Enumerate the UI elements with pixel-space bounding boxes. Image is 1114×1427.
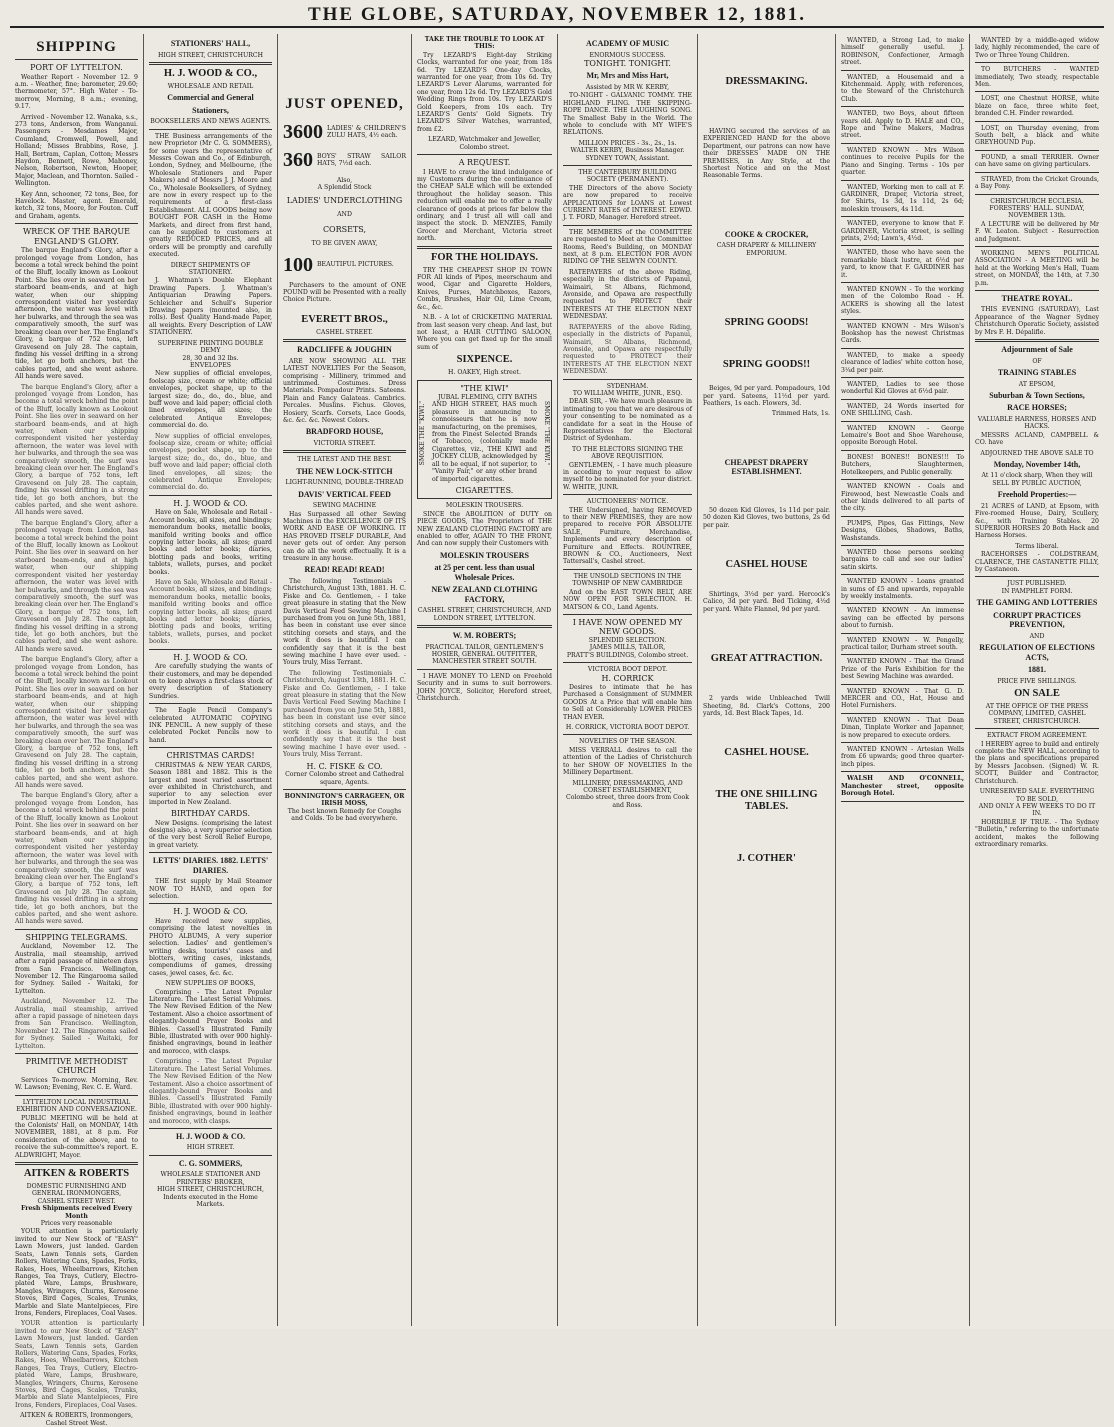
radcliffe-body: ARE NOW SHOWING ALL THE LATEST NOVELTIES For the Season, comprising - Millinery, trimmed and untrimmed. Costumes. Dress Materials. Pompadour Prints. Sateens. Plain and Fancy Galateas. Cambrics. Percales. Muslins. Fichus. Gloves, Hosiery, Scarfs. Corsets, Lace Goods, &c. &c. &c. Newest Colors. [283, 357, 406, 424]
moleskin-heading-2: MOLESKIN TROUSERS [440, 550, 529, 560]
corsets-text: CORSETS, [322, 224, 367, 234]
shipping-heading: SHIPPING [36, 39, 117, 55]
unsold-body: And on the EAST TOWN BELT, ARE NOW OPEN FOR SELECTION. H. MATSON & CO., Land Agents. [563, 588, 692, 611]
wood-heading-2: H. J. WOOD & CO. [173, 498, 248, 508]
wood-sub-5: HIGH STREET. [186, 1144, 235, 1152]
wood-firm-sub: WHOLESALE AND RETAIL [167, 82, 254, 90]
monday-heading: Monday, November 14th, [993, 459, 1081, 469]
attraction-body: 2 yards wide Unbleached Twill Sheeting, 8d. Clark's Cottons, 200 yards, 1d. Best Black Tapes, 1d. [703, 695, 830, 718]
wood-body-2: Have on Sale, Wholesale and Retail - Account books, all sizes, and bindings; memorandum books, metallic books, manifold writing books and office copying letter books, all sizes; guard books and letter books; diaries, blotting pads and books, writing tablets, wallets, purses, and pocket books. [149, 509, 272, 576]
fiske-address: Corner Colombo street and Cathedral square, Agents. [285, 771, 404, 786]
classified-ad: WANTED, a Housemaid and a Kitchenmaid. Apply, with references, to the Steward of the Christchurch Club. [841, 74, 964, 108]
sailor-hats-line [283, 149, 406, 171]
request-heading: A REQUEST. [458, 158, 511, 168]
lockstitch-sub: LIGHT-RUNNING, DOUBLE-THREAD [285, 479, 404, 487]
sommers-address: HIGH STREET, CHRISTCHURCH, [156, 1186, 265, 1194]
unreserved-text: UNRESERVED SALE. EVERYTHING TO BE SOLD, [979, 788, 1095, 803]
oakey-signature: H. OAKEY, High street. [448, 369, 521, 377]
classified-ad: WANTED KNOWN - Mrs Wilson's Bookshop has the newest Christmas Cards. [841, 323, 964, 349]
spring-heading-2: SPRING GOODS!! [722, 359, 811, 371]
classified-ad: STRAYED, from the Cricket Grounds, a Bay Pony. [975, 176, 1099, 195]
wreck-body-continued: The barque England's Glory, after a prolonged voyage from London, has become a total wreck behind the point of the Bluff, locally known as Lookout Point. She lies over in seaward on her starboard beam-ends, and at high water, when our shipping correspondent visited her yesterday afternoon, the water was level with her bulwarks, and through the sea was comparatively smooth, the surf was breaking clean over her. The England's Glory, a barque of 752 tons, left Gravesend on July 28. The captain, finding his vessel drifting in a strong tide, let go both anchors, but the cables parted, and she went ashore. All hands were saved. [15, 656, 139, 790]
year-heading: 1881. [1028, 665, 1046, 675]
canterbury-heading: THE CANTERBURY BUILDING SOCIETY (PERMANENT). [578, 168, 677, 184]
one-shilling-heading: THE ONE SHILLING TABLES. [715, 789, 818, 813]
only-text: AND ONLY A FEW WEEKS TO DO IT IN. [978, 802, 1096, 818]
aitken-body: YOUR attention is particularly invited to our New Stock of "EASY" Lawn Mowers, just landed. Garden Seats, Lawn Tennis sets, Garden Rollers, Watering Cans, Spades, Forks, Rakes, Hoes, Wheelbarrows, Kitchen Ranges, Tea Trays, Cutlery, Electro-plated Ware, Lamps, Brushware, Mangles, Wringers, Churns, Kerosene Stoves, Bird Cages, Scales, Trunks, Marble and Slate Mantelpieces, Fire Irons, Fenders, Fireplaces, Coal Vases. [15, 1228, 138, 1317]
masthead [0, 0, 1114, 30]
envelopes-heading: ENVELOPES [189, 361, 232, 369]
kerby-signature: WALTER KERBY, Business Manager. SYDNEY TOWN, Assistant. [570, 147, 685, 162]
holidays-heading: FOR THE HOLIDAYS. [430, 251, 539, 263]
classified-ad: WANTED KNOWN - Coals and Firewood, best Newcastle Coals and other kinds delivered to all parts of the city. [841, 483, 964, 517]
splendid-selection: SPLENDID SELECTION. [588, 636, 667, 644]
adjourned-text: ADJOURNED THE ABOVE SALE TO [980, 449, 1094, 457]
nzcf-address: CASHEL STREET, CHRISTCHURCH, AND LONDON STREET, LYTTELTON. [417, 607, 552, 622]
program-body: TO-NIGHT - GALVANIC TOMMY. THE HIGHLAND FLING. THE SKIPPING-ROPE DANCE. THE LAUGHING SONG. The Smallest Baby in the World. The whole to conclude with MY WIFE'S RELATIONS. [563, 92, 692, 137]
classified-ad: WORKING MEN'S POLITICAL ASSOCIATION - A MEETING will be held at the Working Men's Hall, Tuam street, on MONDAY, the 14th, at 7.30 p.m. [975, 250, 1099, 291]
regulation-heading: REGULATION OF ELECTIONS ACTS, [979, 643, 1095, 662]
freehold-heading: Freehold Properties:— [997, 490, 1077, 500]
classified-ad: WANTED KNOWN - An immense saving can be effected by persons about to furnish. [841, 607, 964, 633]
moleskin-heading: MOLESKIN TROUSERS. [445, 502, 524, 510]
roberts-heading: W. M. ROBERTS; [452, 631, 517, 641]
classified-ad: WANTED, 24 Words inserted for ONE SHILLING, Cash. [841, 403, 964, 422]
superfine-body: 28, 30 and 32 lbs. [182, 354, 239, 362]
cheaper-text: at 25 per cent. less than usual Wholesale Prices. [434, 563, 535, 582]
davis-heading: DAVIS' VERTICAL FEED [298, 489, 391, 499]
classified-ad: WALSH AND O'CONNELL, Manchester street, opposite Borough Hotel. [841, 775, 964, 801]
column-shipping [10, 34, 144, 1427]
superfine-heading: SUPERFINE PRINTING DOUBLE DEMY [157, 339, 264, 355]
and-text: AND [337, 211, 352, 219]
wreck-body-continued: The barque England's Glory, after a prolonged voyage from London, has become a total wreck behind the point of the Bluff, locally known as Lookout Point. She lies over in seaward on her starboard beam-ends, and at high water, when our shipping correspondent visited her yesterday afternoon, the water was level with her bulwarks, and through the sea was comparatively smooth, the surf was breaking clean over her. The England's Glory, a barque of 752 tons, left Gravesend on July 28. The captain, finding his vessel drifting in a strong tide, let go both anchors, but the cables parted, and she went ashore. All hands were saved. [15, 519, 139, 653]
members-body: THE MEMBERS of the COMMITTEE are requested to Meet at the Committee Rooms, Reed's Building, on MONDAY next, at 8 p.m. ELECTION FOR AVON RIDING OF THE SELWYN COUNTY. [563, 228, 692, 266]
stationers-address: HIGH STREET, CHRISTCHURCH [157, 51, 264, 59]
ecclesia-notice: CHRISTCHURCH ECCLESIA. FORESTERS' HALL. SUNDAY, NOVEMBER 13th. [989, 197, 1085, 220]
ratepayers-body-continued: RATEPAYERS of the above Riding, especially in the districts of Papanui, Waimairi, St Albans, Richmond, Avonside, and Opawa are respectfully requested to PROTECT their INTERESTS AT THE ELECTION NEXT WEDNESDAY. [563, 323, 692, 376]
wood-firm-line3: BOOKSELLERS AND NEWS AGENTS. [150, 118, 271, 126]
masthead-rule [10, 26, 1104, 28]
sydenham-reply-heading: TO THE ELECTORS SIGNING THE ABOVE REQUISITION. [572, 445, 683, 461]
just-published: JUST PUBLISHED. [1007, 580, 1067, 588]
holidays-body: TRY THE CHEAPEST SHOP IN TOWN FOR All kinds of Pipes, meerschaum and wood, Cigar and Cigarette Holders, Knives, Purses, Matchboxes, Razors, Combs, Brushes, Hair Oil, Lime Cream, &c., &c. [417, 266, 552, 311]
oclock-text: At 11 o'clock sharp, When they will SELL BY PUBLIC AUCTION, [981, 472, 1093, 487]
read-body-continued: The following Testimonials - Christchurch, August 13th, 1881. H. C. Fiske and Co. Gentlemen, - I take great pleasure in stating that the New Davis Vertical Feed Sewing Machine I purchased from you on June 5th, 1881, has been in constant use ever since stitching corsets and stays, and the work it does is beautiful. I can confidently say that it is the best sewing machine I have ever used. - Yours truly, Miss Terrant. [283, 669, 406, 759]
xmas-body: CHRISTMAS & NEW YEAR CARDS, Season 1881 and 1882. This is the largest and most varied assortment ever exhibited in Christchurch, and superior to any selection ever imported in New Zealand. [149, 761, 272, 806]
wreck-body: The barque England's Glory, after a prolonged voyage from London, has become a total wreck behind the point of the Bluff, locally known as Lookout Point. She lies over in seaward on her starboard beam-ends, and at high water, when our shipping correspondent visited her yesterday afternoon, the water was level with her bulwarks, and through the sea was comparatively smooth, the surf was breaking clean over her. The England's Glory, a barque of 752 tons, left Gravesend on July 28. The captain, finding his vessel drifting in a strong tide, let go both anchors, but the cables parted, and she went ashore. All hands were saved. [15, 247, 139, 381]
classified-ad: WANTED, Working men to call at F. GARDINER, Draper, Victoria street, for Shirts, 1s 3d, 1s 11d, 2s 6d; moleskin trousers, 4s 11d. [841, 184, 964, 218]
mills-heading: JAMES MILLS, TAILOR, [589, 644, 666, 652]
freehold-items: 21 ACRES of LAND, at Epsom, with Five-roomed House, Dairy, Scullery, &c., with Training Stables. 20 SUPERIOR HORSES 20 Both Hack and Harness Horses. [975, 502, 1099, 540]
aitken-body-continued: YOUR attention is particularly invited to our New Stock of "EASY" Lawn Mowers, just landed. Garden Seats, Lawn Tennis sets, Garden Rollers, Watering Cans, Spades, Forks, Rakes, Hoes, Wheelbarrows, Kitchen Ranges, Tea Trays, Cutlery, Electro-plated Ware, Lamps, Brushware, Mangles, Wringers, Churns, Kerosene Stoves, Bird Cages, Scales, Trunks, Marble and Slate Mantelpieces, Fire Irons, Fenders, Fireplaces, Coal Vases. [15, 1320, 138, 1409]
columns [10, 34, 1104, 1427]
classified-ad: PUMPS, Pipes, Gas Fittings, New Designs, Globes, Shadows, Baths, Washstands. [841, 520, 964, 546]
horrible-text: HORRIBLE IF TRUE. - The Sydney "Bulletin," referring to the unfortunate accident, makes the following extraordinary remarks. [975, 818, 1099, 848]
aitken-subheading: DOMESTIC FURNISHING AND GENERAL IRONMONGERS, [26, 1183, 127, 1198]
radcliffe-heading: RADCLIFFE & JOUGHIN [297, 345, 392, 355]
books-heading: NEW SUPPLIES OF BOOKS, [165, 980, 256, 988]
lockstitch-intro: THE LATEST AND THE BEST. [297, 456, 392, 464]
nzcf-heading: NEW ZEALAND CLOTHING FACTORY, [431, 585, 538, 604]
birthday-body: New Designs. (comprising the latest designs) also, a very superior selection of the very best Scroll Relief Europe, in great variety. [149, 819, 272, 849]
xmas-heading: CHRISTMAS CARDS! [166, 751, 255, 761]
davis-body: Has Surpassed all other Sewing Machines in the EXCELLENCE OF ITS WORK AND EASE OF WORKING. IT HAS PROVED ITSELF DURABLE, And never gets out of order. Any person can do all the work effectually. It is a treasure in any house. [283, 510, 406, 562]
corrupt-heading: CORRUPT PRACTICES PREVENTION, [993, 610, 1081, 630]
cashel-heading: CASHEL HOUSE [725, 559, 808, 570]
extract-body: I HEREBY agree to build and entirely complete the NEW HALL, according to the plans and specifications prepared by Messrs Jacobsen. (Signed) W. R. SCOTT, Builder and Contractor, Christchurch. [975, 740, 1099, 785]
sommers-heading: C. G. SOMMERS, [178, 1158, 243, 1168]
race-heading: RACE HORSES; [1007, 403, 1067, 413]
aitken-shipments: Fresh Shipments received Every Month [20, 1205, 133, 1220]
money-to-lend: I HAVE MONEY TO LEND on Freehold Security and in sums to suit borrowers. JOHN JOYCE, Solicitor, Hereford street, Christchurch. [417, 672, 552, 703]
sydenham-to: TO WILLIAM WHITE, JUNR., ESQ. [572, 389, 683, 397]
shipping-block: Arrived - November 12. Wanaka, s.s., 273 tons, Anderson, from Wanganui. Passengers - Mesdames Major, Coumland, Cromwell, Powell, and Holland; Misses Brabbins, Rose, J. Hall, Bertram, Caplan, Cotton; Messrs Haydon, Bennett, Rowe, Mahoney, Nelson, Robertson, Newton, Hooper, Major, Maclean, and Thornton. Sailed - Wellington. [15, 113, 138, 188]
column-wanted-1 [836, 34, 970, 1326]
epsom-text: AT EPSOM, [1018, 380, 1056, 388]
fiske-heading: H. C. FISKE & CO. [306, 761, 383, 771]
exhibition-body: PUBLIC MEETING will be held at the Colonists' Hall, on MONDAY, 14th NOVEMBER, 1881, at 8 p.m. For consideration of the above, and to receive the sub-committee's report. E. ALDWRIGHT, Mayor. [15, 1114, 138, 1159]
aitken-heading: AITKEN & ROBERTS [23, 1168, 130, 1180]
wood-body-3: Are carefully studying the wants of their customers, and may be depended on to keep always a first-class stock of every description of Stationery Sundries. [149, 663, 272, 700]
column-lezard [412, 34, 558, 1326]
wood-firm-line: Commercial and General [167, 93, 254, 103]
classified-ad: WANTED those persons seeking bargains to call and see our ladies' satin skirts. [841, 549, 964, 575]
also-text: Also, [336, 177, 353, 184]
church-notice-body: Services To-morrow. Morning, Rev. W. Lawson; Evening, Rev. C. E. Ward. [15, 1076, 138, 1092]
sommers-note: Indents executed in the Home Markets. [163, 1193, 258, 1208]
hart-heading: Mr, Mrs and Miss Hart, [586, 71, 669, 81]
wood-firm-name: H. J. WOOD & CO., [163, 67, 258, 79]
lockstitch-heading: THE NEW LOCK-STITCH [296, 466, 393, 476]
kiwi-heading: "THE KIWI" [460, 383, 509, 393]
kiwi-ad [417, 380, 552, 500]
read-body: The following Testimonials - Christchurch, August 13th, 1881. H. C. Fiske and Co. Gentlemen, - I take great pleasure in stating that the New Davis Vertical Feed Sewing Machine I purchased from you on June 5th, 1881, has been in constant use ever since stitching corsets and stays, and the work it does is beautiful. I can confidently say that it is the best sewing machine I have ever used. - Yours truly, Miss Terrant. [283, 577, 406, 667]
envelopes-body: New supplies of official envelopes, foolscap size, cream or white; official envelopes, pocket shape, up to the largest size; do., do., do., blue, and buff wove and laid paper; official cloth lined envelopes, all sizes; the celebrated Antique Envelopes; commercial do. do. [149, 370, 272, 430]
classified-ad: WANTED KNOWN - Mrs Wilson continues to receive Pupils for the Piano and Singing. Terms - 10s per quarter. [841, 147, 964, 181]
church-notice-heading: PRIMITIVE METHODIST CHURCH [25, 1056, 128, 1076]
on-sale-body: AT THE OFFICE OF THE PRESS COMPANY, LIMITED, CASHEL STREET, CHRISTCHURCH. [985, 703, 1089, 725]
shipping-block: Weather Report - November 12. 9 a.m. - Weather, fine; barometer, 29.60; thermometer, 57°. High Water - To-morrow, Morning, 8 a.m.; evening, 9.17. [15, 73, 138, 111]
adjourn-heading: Adjournment of Sale [1001, 345, 1073, 355]
classified-ad: WANTED KNOWN - That G. D. MERCER and CO., Hat, House and Hotel Furnishers. [841, 688, 964, 714]
underclothing-text: LADIES' UNDERCLOTHING [286, 195, 403, 205]
wood-body: THE Business arrangements of the new Proprietor (Mr C. G. SOMMERS), for some years the representative of Messrs Cowan and Co., of Edinburgh, London, Sydney, and Melbourne, (the Wholesale Stationers and Paper Makers) and of Messrs J. J. Moore and Co., Wholesale Booksellers, of Sydney, are now in every respect up to the requirements of a first-class Establishment. ALL GOODS being now BOUGHT FOR CASH in the Home Markets, and direct from first hand, can be supplied to customers at greatly REDUCED PRICES, and all orders will be promptly and carefully executed. [149, 132, 272, 259]
classified-ad: WANTED KNOWN - W. Pengelly, practical tailor, Durham street south. [841, 637, 964, 656]
shipping-block: Key Ann, schooner, 72 tons, Bee, for Havelock. Master, agent. Emerald, ketch, 32 tons, Moore, for Fouton. Cuff and Graham, agents. [15, 190, 138, 220]
wreck-body-continued: The barque England's Glory, after a prolonged voyage from London, has become a total wreck behind the point of the Bluff, locally known as Lookout Point. She lies over in seaward on her starboard beam-ends, and at high water, when our shipping correspondent visited her yesterday afternoon, the water was level with her bulwarks, and through the sea was comparatively smooth, the surf was breaking clean over her. The England's Glory, a barque of 752 tons, left Gravesend on July 28. The captain, finding his vessel drifting in a strong tide, let go both anchors, but the cables parted, and she went ashore. All hands were saved. [15, 383, 139, 517]
kiwi-side-left: SMOKE THE "KIWI." [419, 400, 426, 465]
ratepayers-body: RATEPAYERS of the above Riding, especially in the districts of Papanui, Waimairi, St Albans, Richmond, Avonside, and Opawa are respectfully requested to PROTECT their INTERESTS AT THE ELECTION NEXT WEDNESDAY. [563, 268, 692, 321]
purchasers-text: Purchasers to the amount of ONE POUND will be Presented with a really Choice Picture. [283, 281, 406, 304]
given-away-text: TO BE GIVEN AWAY, [311, 240, 378, 248]
sydenham-reply-body: GENTLEMEN, - I have much pleasure in acceding to your request to allow myself to be nominated for your district. W. WHITE, JUNR. [563, 461, 692, 491]
wood-firm-line2: Stationers, [192, 105, 229, 115]
classified-ad: WANTED, to make a speedy clearance of ladies' white cotton hose, 3¼d per pair. [841, 352, 964, 378]
trimmed-hats: Trimmed Hats, 1s. [771, 410, 830, 418]
letts-body: THE first supply by Mail Steamer NOW TO HAND, and open for selection. [149, 878, 272, 901]
classified-ad: WANTED KNOWN - George Lemaire's Boot and Shoe Warehouse, opposite Borough Hotel. [841, 425, 964, 451]
everett-address: CASHEL STREET. [316, 328, 373, 336]
read-heading: READ! READ! READ! [304, 565, 385, 575]
mills-address: PRATT'S BUILDINGS, Colombo street. [566, 651, 689, 659]
sydenham-heading: SYDENHAM. [606, 382, 649, 390]
pencil-body: The Eagle Pencil Company's celebrated AUTOMATIC COPYING INK PENCIL. A new supply of these celebrated Pocket Pencils now to hand. [149, 707, 272, 744]
bradford-heading: BRADFORD HOUSE, [305, 427, 384, 437]
everett-heading: EVERETT BROS., [301, 313, 388, 325]
books-body: Comprising - The Latest Popular Literature. The Latest Serial Volumes. The New Revised Edition of the New Testament. Also a choice assortment of elegantly-bound Prayer Books and Bibles. Cassell's Illustrated Family Bible, illustrated with over 900 highly-finished engravings, bound in leather and morocco, with clasps. [149, 988, 273, 1055]
wood-body-4: Have received new supplies, comprising the latest novelties in PHOTO ALBUMS, A very superior selection. Ladies' and gentlemen's writing desks, tourists' cases and blotters, writing cases, inkstands, compendiums of games, dressing cases, jewel cases, &c. &c. [149, 917, 272, 977]
just-opened-heading: JUST OPENED, [285, 96, 404, 112]
envelopes-body-continued: New supplies of official envelopes, foolscap size, cream or white; official envelopes, pocket shape, up to the largest size; do., do., do., blue, and buff wove and laid paper; official cloth lined envelopes, all sizes; the celebrated Antique Envelopes; commercial do. do. [149, 432, 272, 492]
classified-ad: BONES! BONES!! BONES!!! To Butchers, Slaughtermen, Hotelkeepers, and Public generally. [841, 454, 964, 480]
and-text: AND [1029, 632, 1045, 640]
classified-ad: LOST, on Thursday evening, from South belt, a black and white GREYHOUND Pup. [975, 125, 1099, 151]
sailor-hats-qty: 360 [283, 149, 313, 171]
sydenham-body: DEAR SIR, - We have much pleasure in intimating to you that we are desirous of your consenting to be nominated as a candidate for a seat in the House of Representatives for the Electoral District of Sydenham. [563, 398, 692, 443]
lezard-heading: TAKE THE TROUBLE TO LOOK AT THIS: [424, 36, 545, 51]
canterbury-body: THE Directors of the above Society are now prepared to receive APPLICATIONS for LOANS at Lowest CURRENT RATES of INTEREST. EDWD. J. T. FORD, Manager. Hereford street. [563, 184, 692, 222]
lezard-signature: LEZARD, Watchmaker and Jeweller, Colombo street. [428, 136, 541, 151]
zulu-hats-text: LADIES' & CHILDREN'S ZULU HATS, 4½ each. [327, 124, 406, 139]
spring-body: Beiges, 9d per yard. Pompadours, 10d per yard. Sateens, 11½d per yard. Feathers, 1s each. Flowers, 3d. [703, 385, 830, 407]
telegrams-body: Auckland, November 12. The Australia, mail steamship, arrived after a rapid passage of nineteen days from San Francisco. Wellington, November 12. The Ringarooma sailed for Sydney. Sailed - Waitaki, for Lyttelton. [15, 943, 138, 995]
millinery-address: Colombo street, three doors from Cook and Ross. [565, 794, 690, 809]
pictures-line [283, 254, 406, 276]
roberts-sub: PRACTICAL TAILOR, GENTLEMEN'S HOSIER, GENERAL OUTFITTER, [425, 643, 544, 659]
academy-sub: ENORMOUS SUCCESS. [589, 51, 666, 59]
cashel-heading-2: CASHEL HOUSE. [724, 747, 809, 759]
letts-heading: LETTS' DIARIES. 1882. LETTS' DIARIES. [152, 856, 269, 875]
auction-heading: AUCTIONEERS' NOTICE. [586, 498, 669, 506]
zulu-hats-line [283, 121, 406, 143]
aitken-signature: AITKEN & ROBERTS, Ironmongers, Cashel Street West. [20, 1412, 133, 1427]
moleskin-body: SINCE the ABOLITION of DUTY on PIECE GOODS, The Proprietors of THE NEW ZEALAND CLOTHING FACTORY are enabled to offer, AGAIN TO THE FRONT, And can now supply their Customers with [417, 510, 552, 548]
classified-ad: WANTED, two Boys, about fifteen years old. Apply to D. HALE and CO., Rope and Twine Makers, Madras street. [841, 110, 964, 144]
classified-ad: TO BUTCHERS - WANTED immediately, Two steady, respectable Men. [975, 66, 1099, 92]
tonight-text: TONIGHT. TONIGHT. [584, 58, 671, 68]
of-text: OF [1032, 357, 1042, 365]
gaming-heading: THE GAMING AND LOTTERIES [976, 598, 1098, 608]
port-heading: PORT OF LYTTELTON. [30, 63, 123, 72]
roberts-address: MANCHESTER STREET SOUTH. [432, 658, 537, 666]
cooke-sub: CASH DRAPERY & MILLINERY EMPORIUM. [716, 242, 817, 257]
kiwi-body: JUBAL FLEMING, CITY BATHS AND HIGH STREET, HAS much pleasure in announcing to connoisseurs that he is now manufacturing, on the premises, from the Finest Selected Brands of Tobacco, (colonially made Cigarettes, viz., THE KIWI and JOCKEY CLUB, acknowledged by all to be equal, if not superior, to "Vanity Fair," or any other brand of imported cigarettes. [432, 394, 537, 483]
acland-text: MESSRS ACLAND, CAMPBELL & CO. have [975, 431, 1099, 447]
classified-ad: WANTED, those who have seen the remarkable black lustre, at 6½d per yard, to know that F. GARDINER has it. [841, 249, 964, 283]
wood-heading-4: H. J. WOOD & CO. [173, 907, 248, 917]
academy-heading: ACADEMY OF MUSIC [586, 39, 669, 48]
books-body-continued: Comprising - The Latest Popular Literature. The Latest Serial Volumes. The New Revised Edition of the New Testament. Also a choice assortment of elegantly-bound Prayer Books and Bibles. Cassell's Illustrated Family Bible, illustrated with over 900 highly-finished engravings, bound in leather and morocco, with clasps. [149, 1058, 273, 1125]
corrick-heading: H. CORRICK [601, 673, 654, 683]
classified-ad: WANTED, a Strong Lad, to make himself generally useful. J. ROBINSON, Confectioner, Armagh street. [841, 37, 964, 71]
cother-heading: J. COTHER' [737, 853, 796, 865]
pictures-qty: 100 [283, 253, 313, 276]
corrick-body: Desires to intimate that he has Purchased a Consignment of SUMMER GOODS At a Price that will enable him to Sell at Considerably LOWER PRICES THAN EVER. [563, 684, 692, 721]
dressmaking-heading: DRESSMAKING. [725, 76, 808, 87]
extract-heading: EXTRACT FROM AGREEMENT. [987, 732, 1087, 740]
classified-ad: WANTED KNOWN - Loans granted in sums of £5 and upwards, repayable by weekly instalments. [841, 578, 964, 604]
spring-heading: SPRING GOODS! [724, 317, 809, 329]
on-sale-heading: ON SALE [1014, 688, 1060, 700]
million-prices: MILLION PRICES - 3s., 2s., 1s. [578, 139, 677, 147]
classified-ad: WANTED KNOWN - That Dean Dinan, Tinplate Worker and Japanner, is now prepared to execute orders. [841, 717, 964, 743]
wreck-body-continued: The barque England's Glory, after a prolonged voyage from London, has become a total wreck behind the point of the Bluff, locally known as Lookout Point. She lies over in seaward on her starboard beam-ends, and at high water, when our shipping correspondent visited her yesterday afternoon, the water was level with her bulwarks, and through the sea was comparatively smooth, the surf was breaking clean over her. The England's Glory, a barque of 752 tons, left Gravesend on July 28. The captain, finding his vessel drifting in a strong tide, let go both anchors, but the cables parted, and she went ashore. All hands were saved. [15, 792, 139, 926]
cooke-heading: COOKE & CROCKER, [724, 229, 809, 239]
classified-ad: WANTED, Ladies to see those wonderful Kid Gloves at 6½d pair. [841, 381, 964, 400]
request-body: I HAVE to crave the kind indulgence of my Customers during the continuance of the CHEAP SALE which will be extended throughout the holiday season. This reduction will enable me to offer a really clearance of goods at prices far below the ordinary, and I trust all will call and inspect the stock. D. MENZIES, Family Grocer and Merchant, Victoria street north. [417, 168, 552, 243]
bradford-address: VICTORIA STREET. [313, 439, 376, 447]
classified-ad: WANTED by a middle-aged widow lady, highly recommended, the care of Two or Three Young Children. [975, 37, 1099, 63]
column-academy [558, 34, 698, 1326]
suburban-heading: Suburban & Town Sections, [989, 390, 1085, 400]
stationers-heading: STATIONERS' HALL, [170, 39, 251, 48]
classified-ad: FOUND, a small TERRIER. Owner can have same on giving particulars. [975, 154, 1099, 173]
kiwi-side-right: SMOKE "THE KIWI." [543, 400, 550, 465]
column-dressmaking [698, 34, 836, 1326]
great-heading: GREAT ATTRACTION. [710, 653, 823, 665]
holidays-note: N.B. - A lot of CRICKETING MATERIAL from last season very cheap. And last, but not least, a HAIR CUTTING SALOON, Where you can get fixed up for the small sum of [417, 314, 552, 351]
millinery-heading: MILLINERY, DRESSMAKING, AND CORSET ESTABLISHMENT, [572, 779, 683, 794]
hart-sub: Assisted by MR W. KERBY, [585, 83, 670, 91]
telegrams-heading: SHIPPING TELEGRAMS. [25, 932, 128, 942]
sailor-hats-text: BOYS' STRAW SAILOR HATS, 7½d each. [317, 152, 406, 167]
cheapest-heading: CHEAPEST DRAPERY ESTABLISHMENT. [724, 457, 809, 477]
splendid-text: A Splendid Stock [317, 184, 372, 192]
column-wanted-2 [970, 34, 1104, 1326]
valuable-text: VALUABLE HARNESS, HORSES AND HACKS. [977, 415, 1097, 431]
training-heading: TRAINING STABLES [997, 368, 1077, 377]
cashel-body: Shirtings, 3½d per yard. Hercock's Calico, 3d per yard. Bed Ticking, 4½d per yard. White Flannel, 9d per yard. [703, 591, 830, 613]
birthday-heading: BIRTHDAY CARDS. [171, 809, 250, 819]
column-just-opened [278, 34, 412, 1326]
wood-body-2-continued: Have on Sale, Wholesale and Retail - Account books, all sizes, and bindings; memorandum books, metallic books, manifold writing books and office copying letter books, all sizes; guard books and letter books; diaries, blotting pads and books, writing tablets, wallets, purses, and pocket books. [149, 578, 272, 646]
classified-ad: WANTED KNOWN - Artesian Wells from £6 upwards; good three quarter-inch pipes. [841, 746, 964, 772]
classified-ad: WANTED KNOWN - That the Grand Prize of the Paris Exhibition for the best Sewing Machine was awarded. [841, 658, 964, 684]
opened-heading: I HAVE NOW OPENED MY NEW GOODS. [572, 617, 683, 637]
price-text: PRICE FIVE SHILLINGS. [997, 677, 1077, 685]
wreck-heading: WRECK OF THE BARQUE ENGLAND'S GLORY. [23, 227, 130, 246]
wood-heading-5: H. J. WOOD & CO. [176, 1131, 245, 1141]
direct-shipments-heading: DIRECT SHIPMENTS OF STATIONERY. [170, 261, 251, 277]
novelties-heading: NOVELTIES OF THE SEASON. [578, 738, 677, 746]
auction-body: THE Undersigned, having REMOVED to their NEW PREMISES, they are now prepared to receive FOR ABSOLUTE SALE, Furniture, Merchandise, Implements and every description of Furniture and Effects. ROUNTREE, BROWN & CO., Auctioneers, Next Tattersall's, Cashel street. [563, 506, 692, 566]
wood-heading-3: H. J. WOOD & CO. [173, 652, 248, 662]
racehorses-text: RACEHORSES - COLDSTREAM, CLARENCE, THE CASTANETTE FILLY, by Castaneon. [975, 551, 1099, 573]
classified-ad: WANTED KNOWN - To the working men of the Colombo Road - H. ACKERS is showing all the latest styles. [841, 286, 964, 320]
sixpence-heading: SIXPENCE. [456, 354, 513, 366]
dressmaking-body: HAVING secured the services of an EXPERIENCED HAND for the above Department, our patrons can now have their DRESSES MADE ON THE PREMISES, in Any Style, at the Shortest Notice and on the Most Reasonable Terms. [703, 128, 830, 180]
sommers-sub: WHOLESALE STATIONER AND PRINTERS' BROKER, [160, 1171, 261, 1186]
classified-ad: WANTED, everyone to know that F. GARDINER, Victoria street, is selling prints, 2½d; Lawn's, 4½d. [841, 220, 964, 246]
corrick-signature: H. CORRICK, VICTORIA BOOT DEPOT. [565, 724, 690, 732]
pamphlet-text: IN PAMPHLET FORM. [1001, 587, 1073, 595]
terms-text: Terms liberal. [1015, 542, 1059, 550]
classified-ad: LOST, one Chestnut HORSE, white blaze on face, three white feet, branded C.H. Finder rewarded. [975, 95, 1099, 121]
telegrams-body-continued: Auckland, November 12. The Australia, mail steamship, arrived after a rapid passage of nineteen days from San Francisco. Wellington, November 12. The Ringarooma sailed for Sydney. Sailed - Waitaki, for Lyttelton. [15, 998, 138, 1050]
classified-ad: A LECTURE will be delivered by Mr F. W. Leaton. Subject - Resurrection and Judgment. [975, 221, 1099, 247]
column-stationers [144, 34, 278, 1326]
aitken-prices: Prices very reasonable [40, 1220, 113, 1228]
vbd-heading: VICTORIA BOOT DEPOT. [587, 666, 668, 674]
masthead-title: THE GLOBE, SATURDAY, NOVEMBER 12, 1881. [307, 4, 806, 25]
aitken-street: CASHEL STREET WEST. [37, 1197, 116, 1205]
unsold-heading: THE UNSOLD SECTIONS IN THE TOWNSHIP OF NEW CAMBRIDGE [572, 572, 683, 588]
novelties-body: MISS VERRALL desires to call the attention of the Ladies of Christchurch to her SHOW OF NOVELTIES In the Millinery Department. [563, 746, 692, 777]
bonnington-heading: BONNINGTON'S CARRAGEEN, OR IRISH MOSS, [284, 792, 405, 808]
pictures-text: BEAUTIFUL PICTURES. [317, 260, 394, 268]
kid-gloves: 50 dozen Kid Gloves, 1s 11d per pair. 50 dozen Kid Gloves, two buttons, 2s 6d per pair. [703, 506, 830, 529]
davis-sub: SEWING MACHINE [312, 502, 377, 510]
bonnington-body: The best known Remedy for Coughs and Colds. To be had everywhere. [287, 807, 402, 823]
exhibition-heading: LYTTELTON LOCAL INDUSTRIAL EXHIBITION AND CONVERSAZIONE. [16, 1098, 137, 1114]
direct-shipments-body: J. Whatman's Double Elephant Drawing Papers. J. Whatman's Antiquarian Drawing Papers. Schleicher and Schull's Superior Drawing papers (mounted also, in rolls). Best Quality Hand-made Paper, all weights. Every Description of LAW STATIONERY. [149, 277, 272, 337]
lezard-body: Try LEZARD'S Eight-day Striking Clocks, warranted for one year, from 18s 6d. Try LEZARD'S One-day Clocks, warranted for one year, from 10s 6d. Try LEZARD'S Lever Alarums, warranted for one year, from 12s 6d. Try LEZARD'S Gold Wedding Rings from 10s. Try LEZARD'S Gold Keepers, from 10s each. Try LEZARD'S Gents' Gold Signets. Try LEZARD'S Silver Watches, warranted, from £2. [417, 51, 552, 133]
theatre-body: THIS EVENING (SATURDAY), Last Appearance of the Wagner Sydney Christchurch Operatic Society, assisted by Mrs F. H. Dépalifle. [975, 306, 1099, 336]
zulu-hats-qty: 3600 [283, 121, 323, 143]
theatre-heading: THEATRE ROYAL. [1001, 293, 1073, 303]
kiwi-footer: CIGARETTES. [455, 485, 514, 495]
